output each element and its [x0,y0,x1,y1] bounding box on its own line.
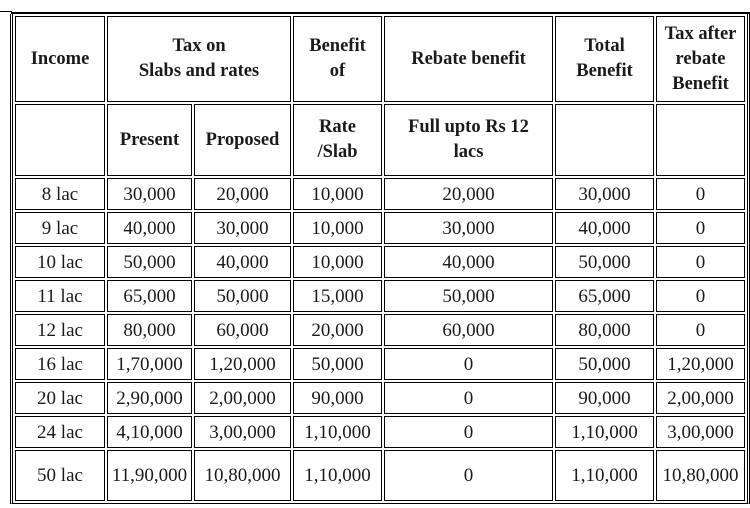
cell-rate-slab: 1,10,000 [293,416,382,448]
cell-tax-after: 0 [656,280,745,312]
cell-total-benefit: 90,000 [555,382,654,414]
cell-rate-slab: 10,000 [293,246,382,278]
table-row [15,450,745,501]
table-row [15,280,745,312]
cell-present: 65,000 [107,280,192,312]
cell-proposed: 20,000 [194,178,291,210]
header-row-1 [15,16,745,102]
cell-income: 12 lac [15,314,105,346]
table-row [15,348,745,380]
cell-tax-after: 1,20,000 [656,348,745,380]
cell-rate-slab: 20,000 [293,314,382,346]
subheader-tax-after-empty [656,104,745,176]
cell-income: 10 lac [15,246,105,278]
cell-rebate: 30,000 [384,212,553,244]
cell-present: 4,10,000 [107,416,192,448]
cell-proposed: 10,80,000 [194,450,291,501]
cell-rate-slab: 50,000 [293,348,382,380]
cell-rate-slab: 10,000 [293,178,382,210]
subheader-income-empty [15,104,105,176]
cell-rebate: 0 [384,416,553,448]
cell-total-benefit: 40,000 [555,212,654,244]
subheader-proposed: Proposed [194,104,291,176]
table-row [15,314,745,346]
cell-present: 40,000 [107,212,192,244]
header-tax-on-slabs: Tax on Slabs and rates [107,16,291,102]
header-benefit-of: Benefit of [293,16,382,102]
cell-rebate: 60,000 [384,314,553,346]
cell-proposed: 1,20,000 [194,348,291,380]
cell-tax-after: 0 [656,212,745,244]
header-income: Income [15,16,105,102]
cell-total-benefit: 80,000 [555,314,654,346]
cell-total-benefit: 1,10,000 [555,450,654,501]
cell-proposed: 2,00,000 [194,382,291,414]
subheader-full-rebate: Full upto Rs 12 lacs [384,104,553,176]
table-row [15,212,745,244]
table-row [15,382,745,414]
cell-tax-after: 0 [656,246,745,278]
table-row [15,416,745,448]
cell-rate-slab: 90,000 [293,382,382,414]
cell-rebate: 50,000 [384,280,553,312]
cell-present: 11,90,000 [107,450,192,501]
cell-rebate: 0 [384,348,553,380]
header-rebate-benefit: Rebate benefit [384,16,553,102]
cell-tax-after: 3,00,000 [656,416,745,448]
cell-proposed: 30,000 [194,212,291,244]
cell-income: 9 lac [15,212,105,244]
cell-total-benefit: 50,000 [555,246,654,278]
subheader-present: Present [107,104,192,176]
cell-tax-after: 0 [656,314,745,346]
cell-total-benefit: 50,000 [555,348,654,380]
subheader-total-benefit-empty [555,104,654,176]
cell-tax-after: 2,00,000 [656,382,745,414]
cell-rate-slab: 15,000 [293,280,382,312]
cell-income: 50 lac [15,450,105,501]
header-total-benefit: Total Benefit [555,16,654,102]
cell-rebate: 20,000 [384,178,553,210]
cell-tax-after: 10,80,000 [656,450,745,501]
cell-proposed: 40,000 [194,246,291,278]
cell-proposed: 60,000 [194,314,291,346]
cell-rebate: 0 [384,382,553,414]
cell-income: 20 lac [15,382,105,414]
header-row-2 [15,104,745,176]
cell-proposed: 50,000 [194,280,291,312]
cell-income: 8 lac [15,178,105,210]
cell-rate-slab: 10,000 [293,212,382,244]
cell-total-benefit: 1,10,000 [555,416,654,448]
subheader-rate-slab: Rate /Slab [293,104,382,176]
cell-total-benefit: 30,000 [555,178,654,210]
cell-present: 50,000 [107,246,192,278]
cell-rate-slab: 1,10,000 [293,450,382,501]
cell-tax-after: 0 [656,178,745,210]
cell-total-benefit: 65,000 [555,280,654,312]
cell-present: 30,000 [107,178,192,210]
header-tax-after-rebate: Tax after rebate Benefit [656,16,745,102]
cell-present: 80,000 [107,314,192,346]
cell-present: 1,70,000 [107,348,192,380]
cell-proposed: 3,00,000 [194,416,291,448]
tax-comparison-table [10,14,750,504]
cell-income: 16 lac [15,348,105,380]
cell-rebate: 40,000 [384,246,553,278]
cell-rebate: 0 [384,450,553,501]
cell-present: 2,90,000 [107,382,192,414]
cell-income: 11 lac [15,280,105,312]
cell-income: 24 lac [15,416,105,448]
table-row [15,178,745,210]
table-row [15,246,745,278]
